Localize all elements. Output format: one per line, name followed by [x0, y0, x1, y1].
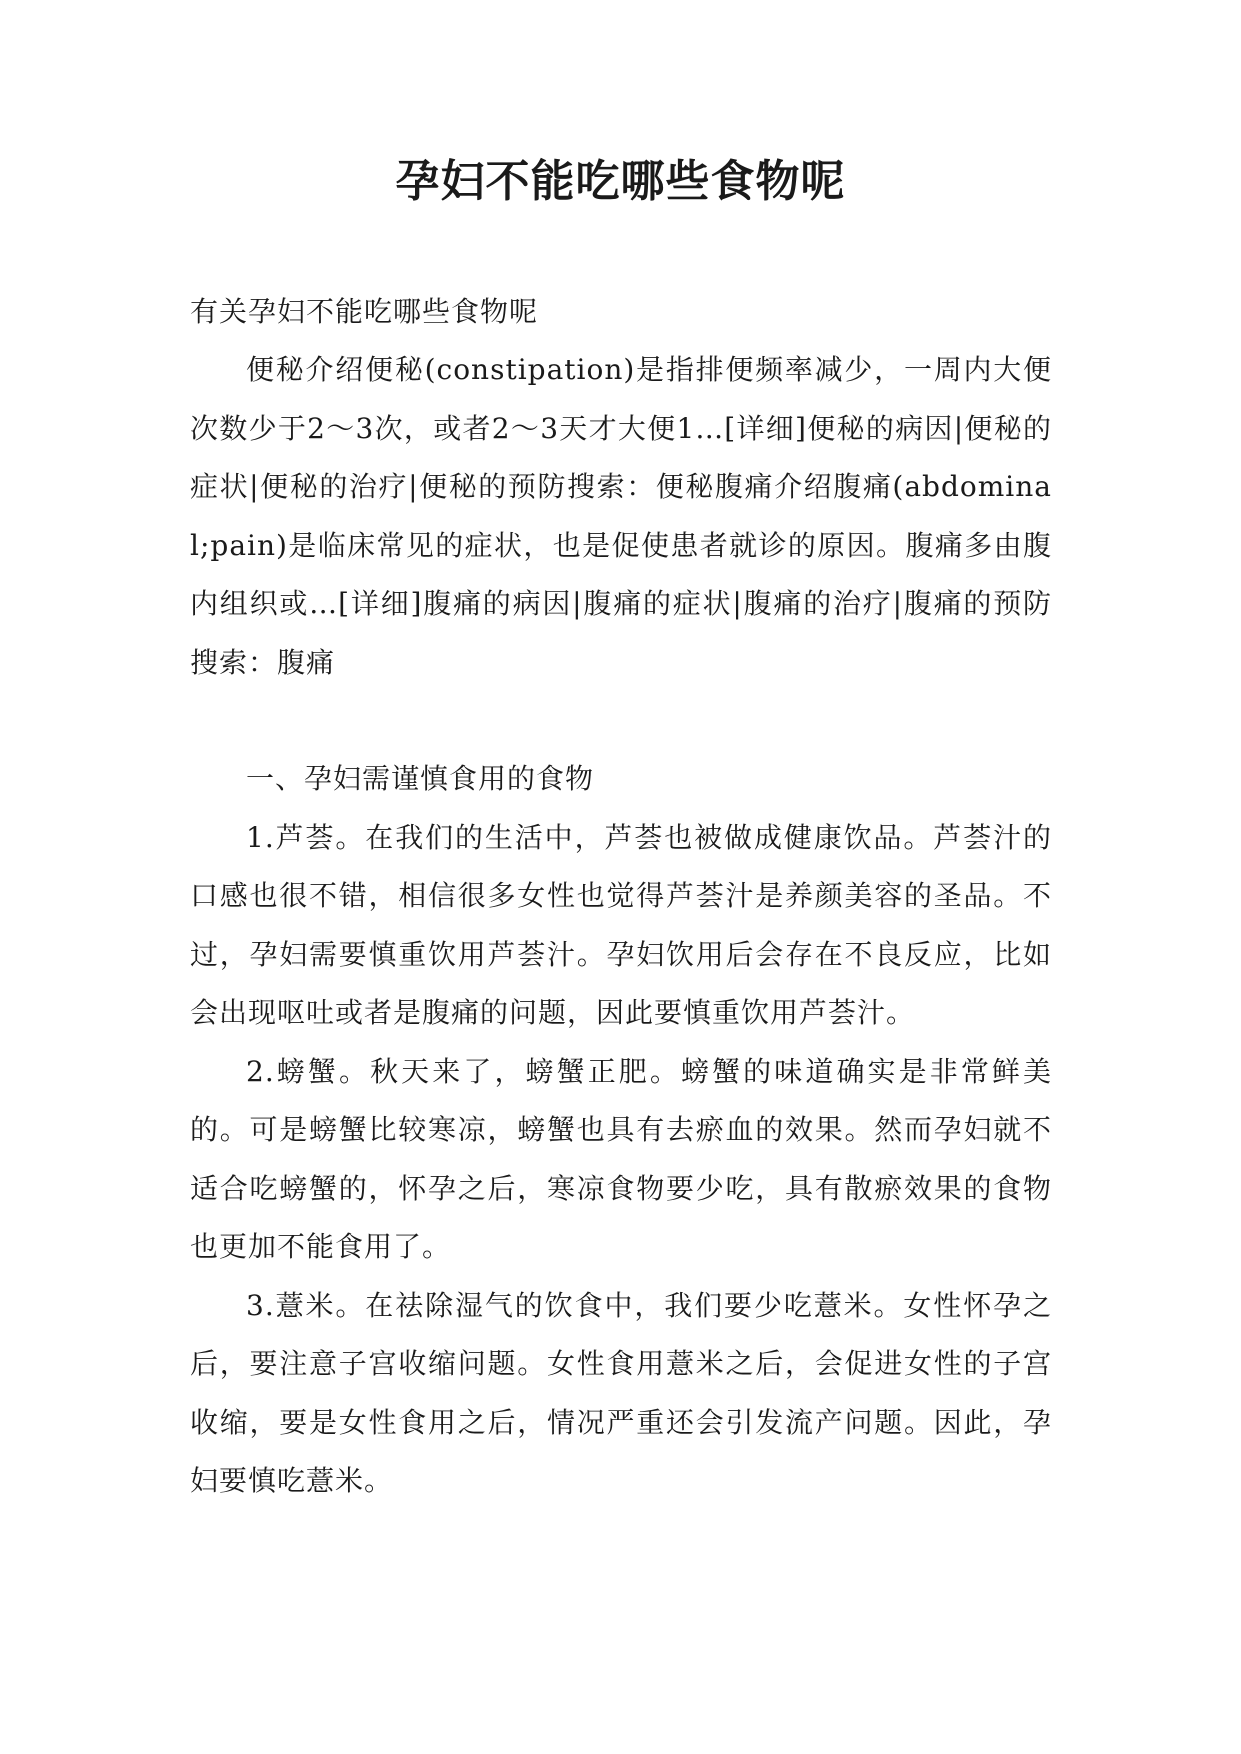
paragraph-gap [190, 692, 1052, 750]
list-item-crab: 2.螃蟹。秋天来了，螃蟹正肥。螃蟹的味道确实是非常鲜美的。可是螃蟹比较寒凉，螃蟹也具有去瘀血的效果。然而孕妇就不适合吃螃蟹的，怀孕之后，寒凉食物要少吃，具有散瘀效果的食物也更加不能食用了。 [190, 1054, 1052, 1263]
list-item-coix-seed: 3.薏米。在祛除湿气的饮食中，我们要少吃薏米。女性怀孕之后，要注意子宫收缩问题。女性食用薏米之后，会促进女性的子宫收缩，要是女性食用之后，情况严重还会引发流产问题。因此，孕妇要慎吃薏米。 [190, 1288, 1052, 1497]
document-body [190, 283, 1052, 1511]
list-item-aloe: 1.芦荟。在我们的生活中，芦荟也被做成健康饮品。芦荟汁的口感也很不错，相信很多女性也觉得芦荟汁是养颜美容的圣品。不过，孕妇需要慎重饮用芦荟汁。孕妇饮用后会存在不良反应，比如会出现呕吐或者是腹痛的问题，因此要慎重饮用芦荟汁。 [190, 820, 1052, 1029]
section-heading: 一、孕妇需谨慎食用的食物 [246, 762, 595, 795]
document-subtitle: 有关孕妇不能吃哪些食物呢 [190, 295, 539, 328]
document-title: 孕妇不能吃哪些食物呢 [395, 156, 846, 207]
intro-paragraph: 便秘介绍便秘(constipation)是指排便频率减少，一周内大便次数少于2～3次，或者2～3天才大便1…[详细]便秘的病因|便秘的症状|便秘的治疗|便秘的预防搜索：便秘腹痛介绍腹痛(abdominal;pain)是临床常见的症状，也是促使患者就诊的原因。腹痛多由腹内组织或…[详细]腹痛的病因|腹痛的症状|腹痛的治疗|腹痛的预防搜索：腹痛 [190, 353, 1052, 679]
